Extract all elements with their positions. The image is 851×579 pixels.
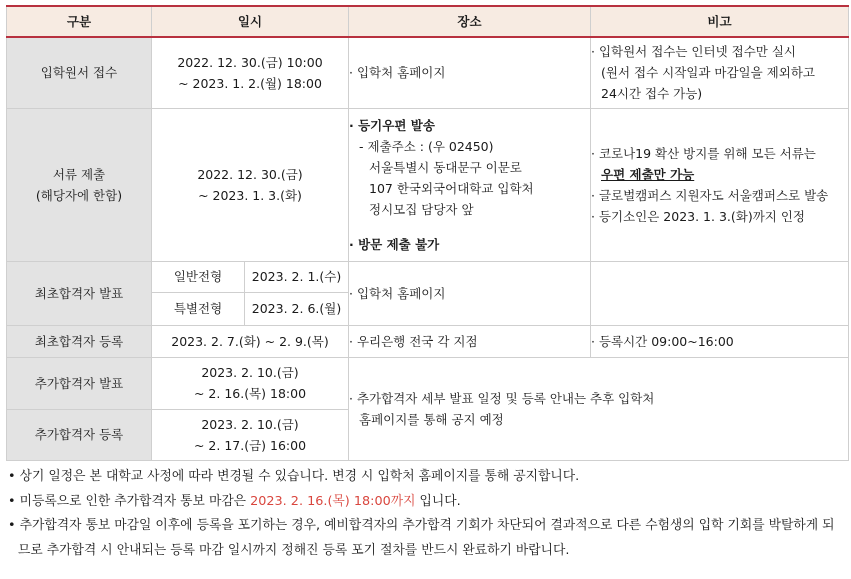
note-line: (원서 접수 시작일과 마감일을 제외하고 [601,65,815,81]
notice-text: 입니다. [415,493,461,509]
address-line: 서울특별시 동대문구 이문로 [369,159,522,175]
note-line: 24시간 접수 가능) [601,86,703,102]
place-cell [349,108,591,261]
place-cell [349,357,849,460]
category-cell [7,108,152,261]
table-row [7,37,849,108]
place-cell: · 입학처 홈페이지 [349,261,591,325]
note-cell [591,108,849,261]
place-line: 홈페이지를 통해 공지 예정 [359,411,504,427]
note-line: · 코로나19 확산 방지를 위해 모든 서류는 [591,145,816,161]
table-row [7,108,849,261]
address-line: 107 한국외국어대학교 입학처 [369,180,534,196]
note-emphasis: 우편 제출만 가능 [601,166,695,182]
date-line: ~ 2. 17.(금) 16:00 [193,437,307,453]
header-place: 장소 [349,6,591,37]
header-category: 구분 [7,6,152,37]
category-line: (해당자에 한함) [35,187,123,203]
subdate-cell: 2023. 2. 6.(월) [245,292,349,325]
table-row [7,261,849,292]
subtype-cell: 일반전형 [152,261,245,292]
date-line: ~ 2. 16.(목) 18:00 [193,386,307,401]
table-row [7,325,849,357]
date-cell [152,37,349,108]
no-visit-text: · 방문 제출 불가 [349,236,440,252]
category-cell: 최초합격자 발표 [7,261,152,325]
note-cell [591,261,849,325]
notes-section [8,465,846,563]
date-line: 2023. 2. 10.(금) [201,416,299,432]
notice-item: • 추가합격자 통보 마감일 이후에 등록을 포기하는 경우, 예비합격자의 추가합격 기회가 차단되어 결과적으로 다른 수험생의 입학 기회를 박탈하게 되므로 추가합격 시 안내되는 등록 마감 일시까지 정해진 등록 포기 절차를 반드시 완료하기 바랍니다. [8,518,835,558]
category-line: 서류 제출 [52,166,106,182]
place-title: · 등기우편 발송 [349,117,435,133]
place-cell: · 입학처 홈페이지 [349,37,591,108]
address-line: - 제출주소 : (우 02450) [359,138,494,154]
date-cell: 2023. 2. 7.(화) ~ 2. 9.(목) [152,325,349,357]
category-cell: 입학원서 접수 [7,37,152,108]
date-cell [152,409,349,460]
category-cell: 추가합격자 등록 [7,409,152,460]
subtype-cell: 특별전형 [152,292,245,325]
notice-item: • 상기 일정은 본 대학교 사정에 따라 변경될 수 있습니다. 변경 시 입학처 홈페이지를 통해 공지합니다. [8,469,580,484]
date-line: ~ 2023. 1. 3.(화) [198,187,302,203]
header-note: 비고 [591,6,849,37]
date-cell [152,108,349,261]
note-cell [591,37,849,108]
note-line: · 등기소인은 2023. 1. 3.(화)까지 인정 [591,208,805,224]
header-date: 일시 [152,6,349,37]
note-line: · 글로벌캠퍼스 지원자도 서울캠퍼스로 발송 [591,187,829,203]
category-cell: 최초합격자 등록 [7,325,152,357]
table-header-row [7,6,849,37]
place-line: · 추가합격자 세부 발표 일정 및 등록 안내는 추후 입학처 [349,390,655,406]
date-line: 2022. 12. 30.(금) 10:00 [177,54,323,70]
place-cell: · 우리은행 전국 각 지점 [349,325,591,357]
address-line: 정시모집 담당자 앞 [369,201,474,217]
deadline-highlight: 2023. 2. 16.(목) 18:00까지 [250,493,416,509]
notice-text: • 미등록으로 인한 추가합격자 통보 마감은 [8,493,251,509]
table-row [7,357,849,409]
date-line: 2023. 2. 10.(금) [201,365,299,380]
note-cell: · 등록시간 09:00~16:00 [591,325,849,357]
notice-item [8,490,846,515]
date-cell [152,357,349,409]
date-line: 2022. 12. 30.(금) [197,166,303,182]
date-line: ~ 2023. 1. 2.(월) 18:00 [178,75,322,91]
category-cell: 추가합격자 발표 [7,357,152,409]
note-line: · 입학원서 접수는 인터넷 접수만 실시 [591,44,796,60]
schedule-table [6,5,849,461]
subdate-cell: 2023. 2. 1.(수) [245,261,349,292]
